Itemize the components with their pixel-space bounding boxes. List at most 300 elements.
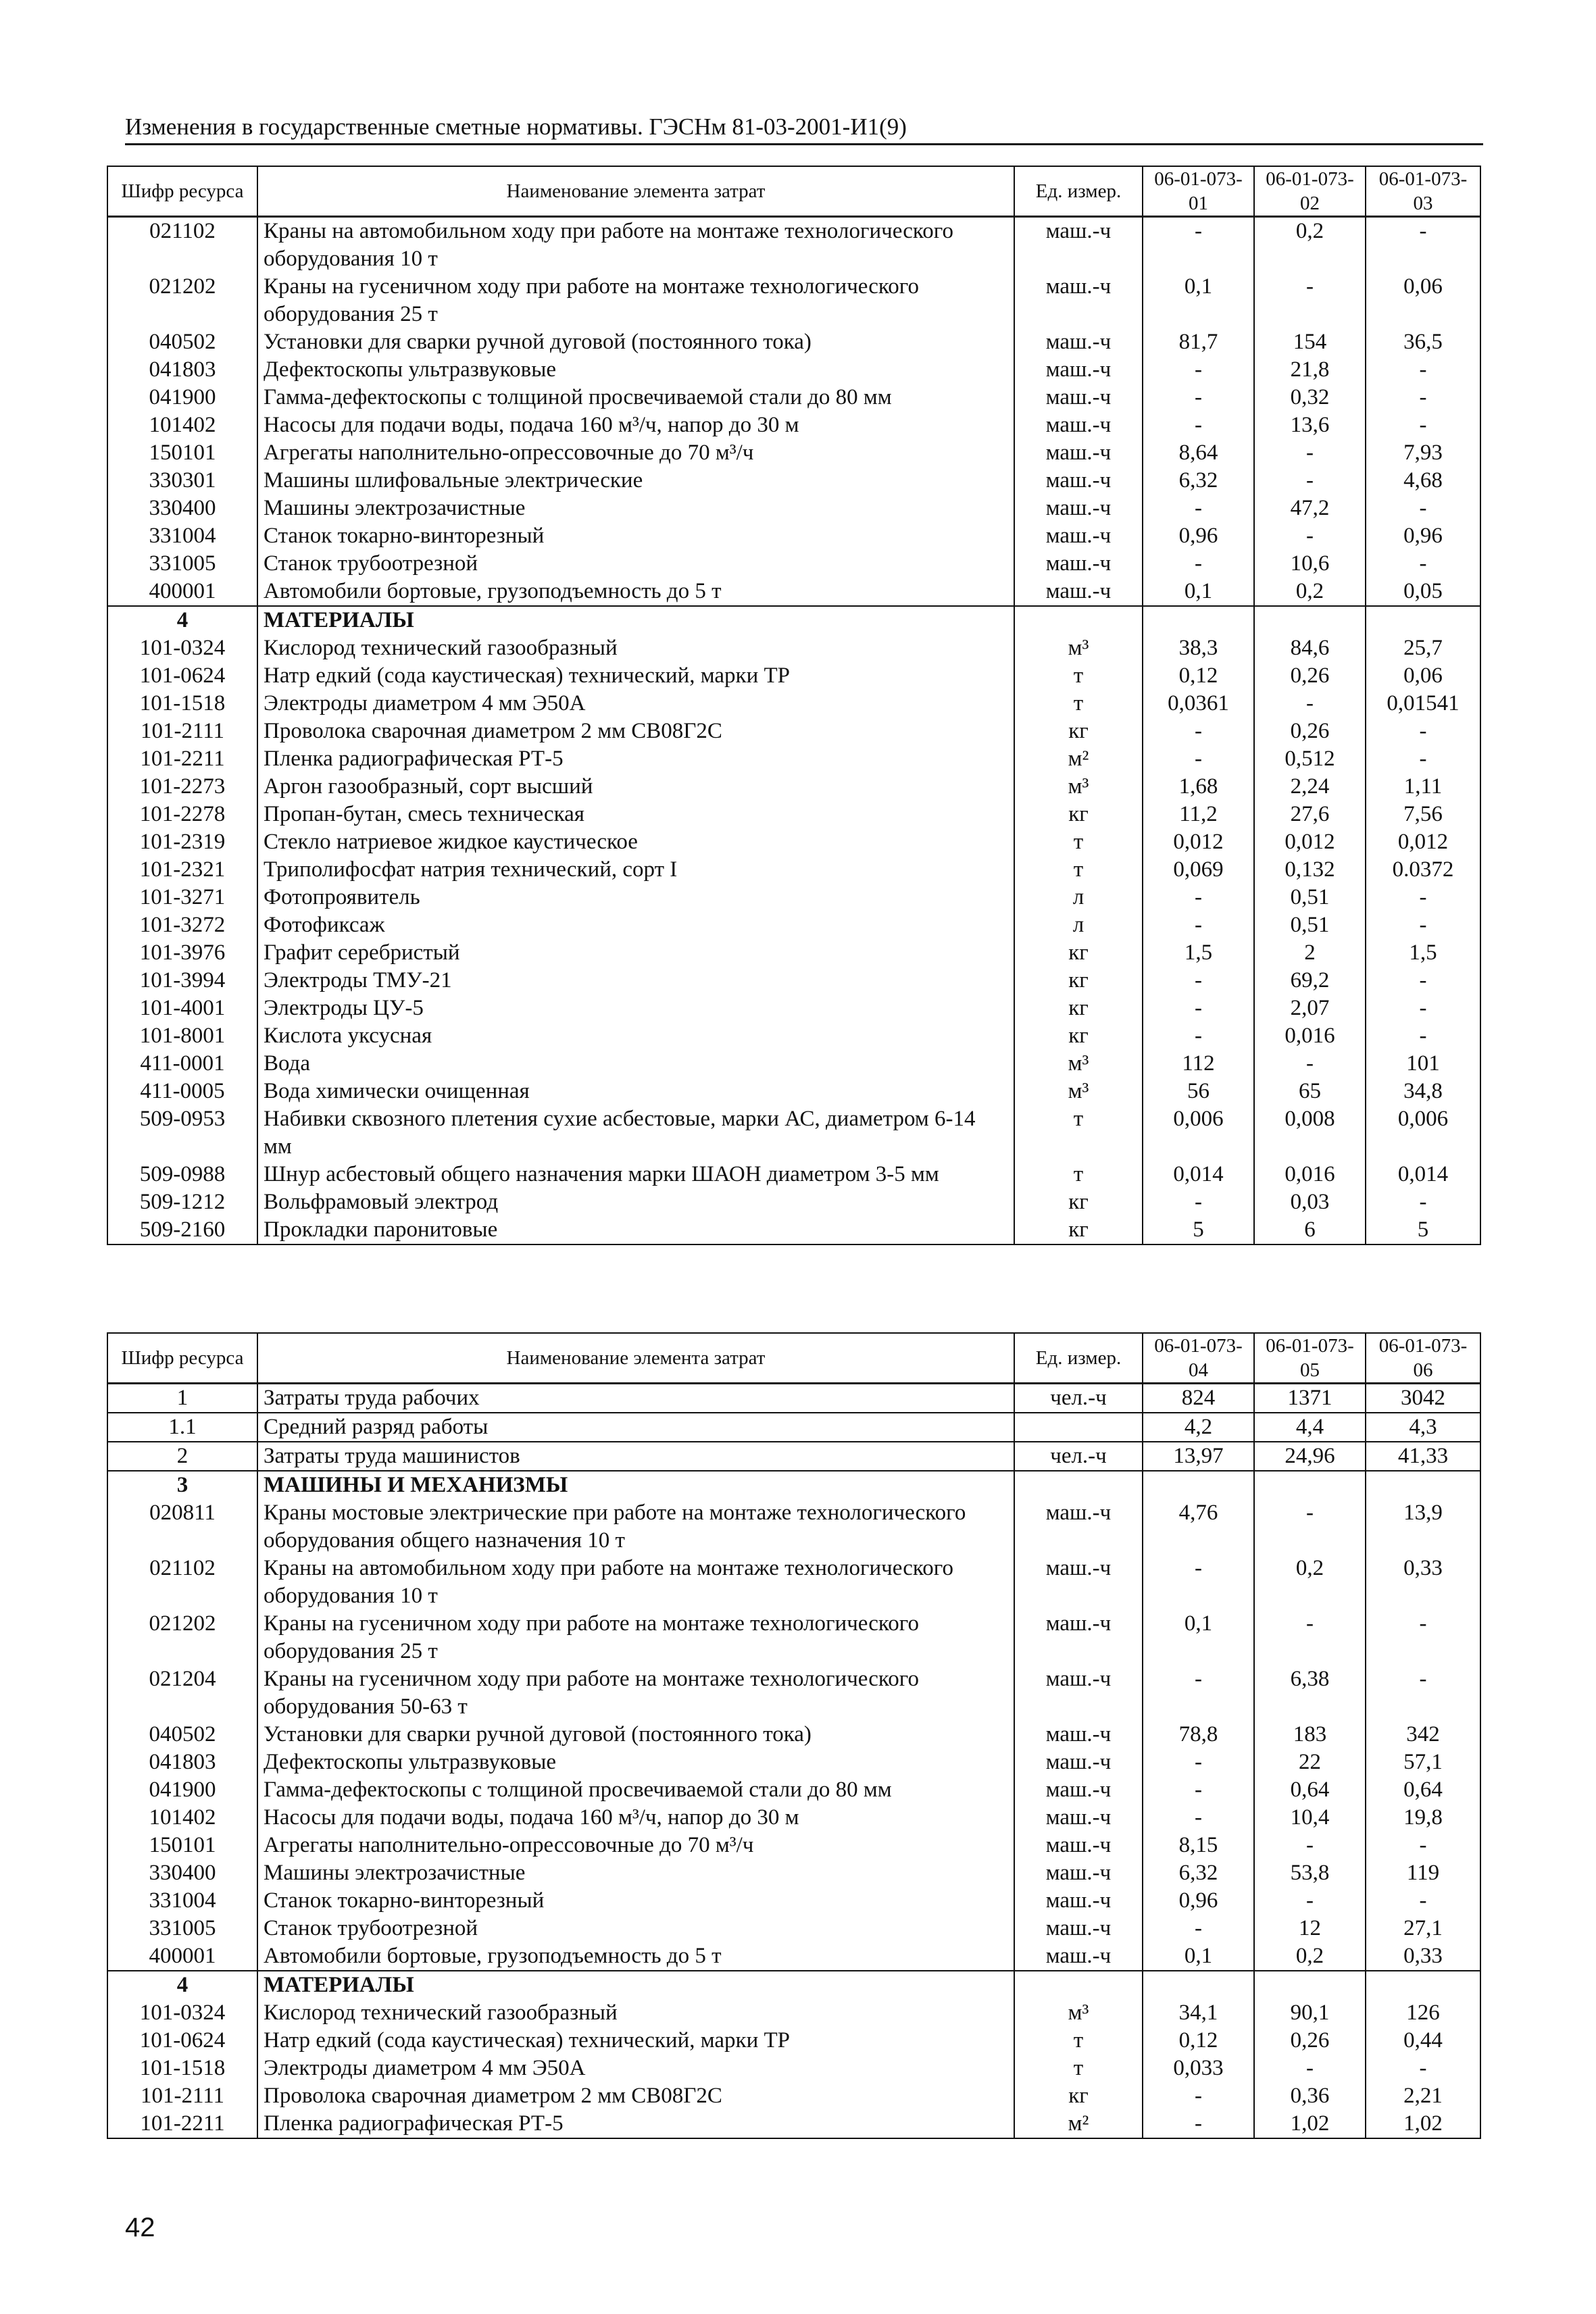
- table-row: [107, 1887, 1480, 1915]
- norm-value-cell: -: [1143, 718, 1254, 745]
- norm-value-cell: 5: [1143, 1216, 1254, 1244]
- resource-name-cell: Графит серебристый: [257, 939, 1014, 967]
- unit-cell: м³: [1014, 1078, 1143, 1105]
- norm-value-cell: 119: [1366, 1859, 1480, 1887]
- table-row: [107, 1078, 1480, 1105]
- table-row: [107, 967, 1480, 995]
- norm-value-cell: 2,21: [1366, 2082, 1480, 2110]
- norm-value-cell: 0,64: [1366, 1776, 1480, 1804]
- resource-code-cell: 101-2111: [107, 718, 257, 745]
- norm-value-cell: 4,4: [1254, 1413, 1366, 1442]
- table-row: [107, 1721, 1480, 1749]
- resource-name-cell: Машины шлифовальные электрические: [257, 467, 1014, 495]
- norm-value-cell: 0,51: [1254, 884, 1366, 911]
- norm-value-cell: 0,12: [1143, 2027, 1254, 2055]
- norm-value-cell: -: [1366, 1832, 1480, 1859]
- table-row: [107, 1216, 1480, 1244]
- unit-cell: кг: [1014, 967, 1143, 995]
- unit-cell: м²: [1014, 745, 1143, 773]
- unit-cell: м³: [1014, 773, 1143, 801]
- table-row: [107, 1971, 1480, 1999]
- table-row: [107, 773, 1480, 801]
- resource-name-cell: Затраты труда машинистов: [257, 1442, 1014, 1471]
- norm-value-cell: 0,01541: [1366, 690, 1480, 718]
- norm-value-cell: -: [1143, 2082, 1254, 2110]
- unit-cell: л: [1014, 884, 1143, 911]
- resource-code-cell: 041900: [107, 1776, 257, 1804]
- norm-value-cell: -: [1366, 1022, 1480, 1050]
- resource-name-cell: Триполифосфат натрия технический, сорт I: [257, 856, 1014, 884]
- norm-value-cell: 0,51: [1254, 911, 1366, 939]
- resource-code-cell: 4: [107, 1971, 257, 1999]
- norm-value-cell: 19,8: [1366, 1804, 1480, 1832]
- norm-value-cell: -: [1143, 1188, 1254, 1216]
- norm-value-cell: 0,2: [1254, 1555, 1366, 1610]
- unit-cell: маш.-ч: [1014, 273, 1143, 328]
- norm-value-cell: 25,7: [1366, 634, 1480, 662]
- norm-value-cell: 112: [1143, 1050, 1254, 1078]
- norm-value-cell: 8,15: [1143, 1832, 1254, 1859]
- unit-cell: кг: [1014, 1188, 1143, 1216]
- table-row: [107, 1999, 1480, 2027]
- norm-value-cell: 10,6: [1254, 550, 1366, 578]
- unit-cell: чел.-ч: [1014, 1384, 1143, 1413]
- resource-code-cell: 101-3272: [107, 911, 257, 939]
- table-row: [107, 1442, 1480, 1471]
- resource-name-cell: Машины электрозачистные: [257, 1859, 1014, 1887]
- resource-code-cell: 331004: [107, 522, 257, 550]
- resource-code-cell: 101-2278: [107, 801, 257, 828]
- table-row: [107, 328, 1480, 356]
- table-row: [107, 1859, 1480, 1887]
- norm-value-cell: 0,26: [1254, 718, 1366, 745]
- unit-cell: м³: [1014, 1999, 1143, 2027]
- table-row: [107, 1804, 1480, 1832]
- resource-name-cell: Электроды ТМУ-21: [257, 967, 1014, 995]
- norm-value-cell: 78,8: [1143, 1721, 1254, 1749]
- norm-value-cell: 126: [1366, 1999, 1480, 2027]
- norm-value-cell: 0,96: [1143, 522, 1254, 550]
- norm-value-cell: 0,64: [1254, 1776, 1366, 1804]
- norm-value-cell: 69,2: [1254, 967, 1366, 995]
- norm-value-cell: 0,06: [1366, 662, 1480, 690]
- resource-name-cell: Проволока сварочная диаметром 2 мм СВ08Г2С: [257, 2082, 1014, 2110]
- norm-value-cell: -: [1143, 384, 1254, 411]
- resource-name-cell: МАТЕРИАЛЫ: [257, 1971, 1014, 1999]
- resource-code-cell: 021204: [107, 1665, 257, 1721]
- table-row: [107, 1050, 1480, 1078]
- norm-value-cell: 1,02: [1366, 2110, 1480, 2138]
- norm-value-cell: 0,03: [1254, 1188, 1366, 1216]
- norm-value-cell: -: [1143, 1749, 1254, 1776]
- unit-cell: т: [1014, 1105, 1143, 1161]
- resource-name-cell: Краны на гусеничном ходу при работе на монтаже технологического оборудования 25 т: [257, 273, 1014, 328]
- norm-value-cell: 1,5: [1143, 939, 1254, 967]
- norm-value-cell: -: [1366, 995, 1480, 1022]
- unit-cell: маш.-ч: [1014, 1721, 1143, 1749]
- norm-value-cell: -: [1366, 1887, 1480, 1915]
- resource-name-cell: Станок токарно-винторезный: [257, 1887, 1014, 1915]
- norm-value-cell: 22: [1254, 1749, 1366, 1776]
- table-row: [107, 801, 1480, 828]
- table-row: [107, 1665, 1480, 1721]
- unit-cell: м²: [1014, 2110, 1143, 2138]
- resource-name-cell: Краны на автомобильном ходу при работе на монтаже технологического оборудования 10 т: [257, 1555, 1014, 1610]
- table-row: [107, 550, 1480, 578]
- norm-value-cell: -: [1254, 1832, 1366, 1859]
- unit-cell: [1014, 1471, 1143, 1499]
- norm-value-cell: -: [1254, 467, 1366, 495]
- resource-name-cell: Кислород технический газообразный: [257, 634, 1014, 662]
- norm-value-cell: -: [1366, 911, 1480, 939]
- norm-value-cell: 0,96: [1143, 1887, 1254, 1915]
- norm-value-cell: 0,012: [1366, 828, 1480, 856]
- norm-value-cell: 154: [1254, 328, 1366, 356]
- column-header-unit: Ед. измер.: [1014, 1333, 1143, 1384]
- norm-value-cell: 2: [1254, 939, 1366, 967]
- norm-value-cell: 65: [1254, 1078, 1366, 1105]
- norm-value-cell: 0,006: [1143, 1105, 1254, 1161]
- norm-value-cell: 27,1: [1366, 1915, 1480, 1942]
- norm-value-cell: 101: [1366, 1050, 1480, 1078]
- table-row: [107, 1749, 1480, 1776]
- unit-cell: м³: [1014, 634, 1143, 662]
- resource-code-cell: 101-0624: [107, 2027, 257, 2055]
- unit-cell: маш.-ч: [1014, 1859, 1143, 1887]
- column-header-norm-1: 06-01-073-01: [1143, 166, 1254, 217]
- norm-value-cell: 4,2: [1143, 1413, 1254, 1442]
- resource-name-cell: Дефектоскопы ультразвуковые: [257, 1749, 1014, 1776]
- resource-code-cell: 101-3994: [107, 967, 257, 995]
- unit-cell: т: [1014, 2055, 1143, 2082]
- norm-value-cell: [1254, 1471, 1366, 1499]
- norm-value-cell: 0,014: [1366, 1161, 1480, 1188]
- norm-value-cell: -: [1143, 495, 1254, 522]
- resource-code-cell: 400001: [107, 578, 257, 606]
- norm-value-cell: 4,3: [1366, 1413, 1480, 1442]
- norm-value-cell: -: [1143, 550, 1254, 578]
- resource-name-cell: Пленка радиографическая РТ-5: [257, 2110, 1014, 2138]
- norm-value-cell: 0,016: [1254, 1022, 1366, 1050]
- resource-code-cell: 4: [107, 606, 257, 634]
- norm-value-cell: [1143, 1471, 1254, 1499]
- norm-value-cell: 0,36: [1254, 2082, 1366, 2110]
- resource-code-cell: 101-2211: [107, 2110, 257, 2138]
- norm-value-cell: -: [1366, 884, 1480, 911]
- unit-cell: [1014, 1971, 1143, 1999]
- page-header: Изменения в государственные сметные нормативы. ГЭСНм 81-03-2001-И1(9): [125, 114, 1483, 145]
- norm-value-cell: 342: [1366, 1721, 1480, 1749]
- unit-cell: [1014, 606, 1143, 634]
- resource-code-cell: 041803: [107, 356, 257, 384]
- resource-name-cell: Натр едкий (сода каустическая) технический, марки ТР: [257, 2027, 1014, 2055]
- norm-value-cell: 0,512: [1254, 745, 1366, 773]
- resource-code-cell: 101402: [107, 1804, 257, 1832]
- resource-code-cell: 040502: [107, 328, 257, 356]
- norm-value-cell: -: [1143, 911, 1254, 939]
- table-row: [107, 522, 1480, 550]
- table-row: [107, 384, 1480, 411]
- norm-value-cell: 0,26: [1254, 2027, 1366, 2055]
- norm-value-cell: 34,1: [1143, 1999, 1254, 2027]
- resource-code-cell: 021202: [107, 273, 257, 328]
- norm-value-cell: 0,33: [1366, 1555, 1480, 1610]
- column-header-norm-5: 06-01-073-05: [1254, 1333, 1366, 1384]
- norm-value-cell: 4,76: [1143, 1499, 1254, 1555]
- norm-value-cell: 1,02: [1254, 2110, 1366, 2138]
- unit-cell: кг: [1014, 801, 1143, 828]
- norm-value-cell: -: [1366, 356, 1480, 384]
- resource-name-cell: Электроды диаметром 4 мм Э50А: [257, 690, 1014, 718]
- table-row: [107, 1915, 1480, 1942]
- norm-value-cell: 7,56: [1366, 801, 1480, 828]
- resource-code-cell: 1: [107, 1384, 257, 1413]
- norm-value-cell: -: [1143, 217, 1254, 274]
- resource-name-cell: Вода: [257, 1050, 1014, 1078]
- norm-value-cell: -: [1366, 217, 1480, 274]
- table-row: [107, 1610, 1480, 1665]
- norm-value-cell: 0,008: [1254, 1105, 1366, 1161]
- norm-value-cell: 38,3: [1143, 634, 1254, 662]
- table-row: [107, 273, 1480, 328]
- norm-value-cell: -: [1143, 1555, 1254, 1610]
- column-header-norm-4: 06-01-073-04: [1143, 1333, 1254, 1384]
- resource-name-cell: Стекло натриевое жидкое каустическое: [257, 828, 1014, 856]
- table-row: [107, 411, 1480, 439]
- norm-value-cell: 36,5: [1366, 328, 1480, 356]
- norm-value-cell: -: [1143, 745, 1254, 773]
- table-row: [107, 495, 1480, 522]
- unit-cell: т: [1014, 2027, 1143, 2055]
- norm-value-cell: 11,2: [1143, 801, 1254, 828]
- table-row: [107, 1555, 1480, 1610]
- norm-value-cell: -: [1366, 718, 1480, 745]
- unit-cell: кг: [1014, 995, 1143, 1022]
- unit-cell: маш.-ч: [1014, 1749, 1143, 1776]
- unit-cell: т: [1014, 690, 1143, 718]
- resource-name-cell: Краны мостовые электрические при работе на монтаже технологического оборудования общего назначения 10 т: [257, 1499, 1014, 1555]
- table-row: [107, 1384, 1480, 1413]
- norm-value-cell: -: [1143, 1915, 1254, 1942]
- resource-name-cell: МАТЕРИАЛЫ: [257, 606, 1014, 634]
- norm-value-cell: 10,4: [1254, 1804, 1366, 1832]
- resource-name-cell: Кислород технический газообразный: [257, 1999, 1014, 2027]
- unit-cell: маш.-ч: [1014, 356, 1143, 384]
- table-row: [107, 856, 1480, 884]
- table-row: [107, 356, 1480, 384]
- resource-name-cell: Станок трубоотрезной: [257, 1915, 1014, 1942]
- table-row: [107, 1413, 1480, 1442]
- resource-code-cell: 101-1518: [107, 690, 257, 718]
- resource-name-cell: Установки для сварки ручной дуговой (постоянного тока): [257, 328, 1014, 356]
- resource-name-cell: Пропан-бутан, смесь техническая: [257, 801, 1014, 828]
- resource-code-cell: 411-0001: [107, 1050, 257, 1078]
- norm-value-cell: [1366, 1971, 1480, 1999]
- resource-name-cell: Автомобили бортовые, грузоподъемность до 5 т: [257, 578, 1014, 606]
- resource-code-cell: 101-1518: [107, 2055, 257, 2082]
- resource-name-cell: Машины электрозачистные: [257, 495, 1014, 522]
- norm-value-cell: 1,5: [1366, 939, 1480, 967]
- column-header-code: Шифр ресурса: [107, 166, 257, 217]
- norm-value-cell: 6,38: [1254, 1665, 1366, 1721]
- column-header-name: Наименование элемента затрат: [257, 166, 1014, 217]
- resource-code-cell: 101-2273: [107, 773, 257, 801]
- table-row: [107, 1776, 1480, 1804]
- norm-value-cell: 824: [1143, 1384, 1254, 1413]
- norm-value-cell: -: [1143, 995, 1254, 1022]
- norm-value-cell: 0,1: [1143, 1942, 1254, 1971]
- unit-cell: маш.-ч: [1014, 1915, 1143, 1942]
- norm-value-cell: 2,07: [1254, 995, 1366, 1022]
- table-row: [107, 2027, 1480, 2055]
- table-row: [107, 467, 1480, 495]
- resource-name-cell: Краны на гусеничном ходу при работе на монтаже технологического оборудования 50-63 т: [257, 1665, 1014, 1721]
- table-header-row: [107, 166, 1480, 217]
- resource-name-cell: Фотопроявитель: [257, 884, 1014, 911]
- table-row: [107, 1161, 1480, 1188]
- resource-name-cell: Затраты труда рабочих: [257, 1384, 1014, 1413]
- table-row: [107, 690, 1480, 718]
- norm-value-cell: 6,32: [1143, 467, 1254, 495]
- norm-value-cell: -: [1143, 411, 1254, 439]
- norm-value-cell: 12: [1254, 1915, 1366, 1942]
- table-row: [107, 1499, 1480, 1555]
- norm-value-cell: 0.0372: [1366, 856, 1480, 884]
- table-row: [107, 578, 1480, 606]
- norm-value-cell: 27,6: [1254, 801, 1366, 828]
- norm-value-cell: 0,12: [1143, 662, 1254, 690]
- norm-value-cell: 47,2: [1254, 495, 1366, 522]
- norm-value-cell: -: [1143, 884, 1254, 911]
- resource-name-cell: Краны на автомобильном ходу при работе на монтаже технологического оборудования 10 т: [257, 217, 1014, 274]
- norm-value-cell: 41,33: [1366, 1442, 1480, 1471]
- norm-value-cell: 34,8: [1366, 1078, 1480, 1105]
- norm-value-cell: 1,68: [1143, 773, 1254, 801]
- table-body: [107, 217, 1480, 1245]
- resource-code-cell: 101-3271: [107, 884, 257, 911]
- norm-value-cell: -: [1254, 1499, 1366, 1555]
- unit-cell: маш.-ч: [1014, 1776, 1143, 1804]
- resource-name-cell: Агрегаты наполнительно-опрессовочные до 70 м³/ч: [257, 1832, 1014, 1859]
- norm-value-cell: 0,033: [1143, 2055, 1254, 2082]
- table-row: [107, 884, 1480, 911]
- column-header-code: Шифр ресурса: [107, 1333, 257, 1384]
- resource-code-cell: 331005: [107, 1915, 257, 1942]
- unit-cell: маш.-ч: [1014, 1887, 1143, 1915]
- norm-value-cell: -: [1366, 967, 1480, 995]
- table-row: [107, 662, 1480, 690]
- resource-name-cell: Гамма-дефектоскопы с толщиной просвечиваемой стали до 80 мм: [257, 1776, 1014, 1804]
- resource-name-cell: Автомобили бортовые, грузоподъемность до 5 т: [257, 1942, 1014, 1971]
- norm-value-cell: 0,012: [1143, 828, 1254, 856]
- column-header-norm-2: 06-01-073-02: [1254, 166, 1366, 217]
- norm-value-cell: [1254, 1971, 1366, 1999]
- norm-value-cell: 0,2: [1254, 1942, 1366, 1971]
- norm-value-cell: 0,32: [1254, 384, 1366, 411]
- unit-cell: маш.-ч: [1014, 1610, 1143, 1665]
- norm-value-cell: 0,014: [1143, 1161, 1254, 1188]
- unit-cell: кг: [1014, 2082, 1143, 2110]
- resource-name-cell: МАШИНЫ И МЕХАНИЗМЫ: [257, 1471, 1014, 1499]
- norm-value-cell: -: [1143, 1665, 1254, 1721]
- norm-value-cell: 13,97: [1143, 1442, 1254, 1471]
- norm-value-cell: 0,2: [1254, 217, 1366, 274]
- norm-value-cell: 0,012: [1254, 828, 1366, 856]
- resource-name-cell: Станок трубоотрезной: [257, 550, 1014, 578]
- norm-value-cell: -: [1366, 384, 1480, 411]
- norm-value-cell: -: [1254, 1610, 1366, 1665]
- norm-value-cell: -: [1143, 1804, 1254, 1832]
- resource-code-cell: 021102: [107, 1555, 257, 1610]
- norm-value-cell: 90,1: [1254, 1999, 1366, 2027]
- norm-value-cell: 0,0361: [1143, 690, 1254, 718]
- table-row: [107, 439, 1480, 467]
- resource-name-cell: Электроды диаметром 4 мм Э50А: [257, 2055, 1014, 2082]
- norm-value-cell: [1143, 606, 1254, 634]
- norm-value-cell: 2,24: [1254, 773, 1366, 801]
- norm-value-cell: 0,2: [1254, 578, 1366, 606]
- norm-value-cell: 4,68: [1366, 467, 1480, 495]
- unit-cell: т: [1014, 662, 1143, 690]
- resource-code-cell: 101-4001: [107, 995, 257, 1022]
- norm-value-cell: 81,7: [1143, 328, 1254, 356]
- table-row: [107, 995, 1480, 1022]
- resource-name-cell: Пленка радиографическая РТ-5: [257, 745, 1014, 773]
- resource-name-cell: Вольфрамовый электрод: [257, 1188, 1014, 1216]
- norm-value-cell: 0,016: [1254, 1161, 1366, 1188]
- resource-code-cell: 3: [107, 1471, 257, 1499]
- resource-name-cell: Краны на гусеничном ходу при работе на монтаже технологического оборудования 25 т: [257, 1610, 1014, 1665]
- table-body: [107, 1384, 1480, 2139]
- unit-cell: т: [1014, 1161, 1143, 1188]
- norm-value-cell: 0,44: [1366, 2027, 1480, 2055]
- resource-name-cell: Фотофиксаж: [257, 911, 1014, 939]
- table-row: [107, 939, 1480, 967]
- norm-value-cell: -: [1366, 1610, 1480, 1665]
- norm-value-cell: [1366, 1471, 1480, 1499]
- norm-value-cell: -: [1254, 273, 1366, 328]
- resource-name-cell: Натр едкий (сода каустическая) технический, марки ТР: [257, 662, 1014, 690]
- resource-name-cell: Набивки сквозного плетения сухие асбестовые, марки АС, диаметром 6-14 мм: [257, 1105, 1014, 1161]
- resource-code-cell: 101-8001: [107, 1022, 257, 1050]
- norm-value-cell: -: [1254, 1887, 1366, 1915]
- table-row: [107, 911, 1480, 939]
- unit-cell: маш.-ч: [1014, 522, 1143, 550]
- resource-name-cell: Насосы для подачи воды, подача 160 м³/ч, напор до 30 м: [257, 1804, 1014, 1832]
- table-row: [107, 828, 1480, 856]
- resource-name-cell: Установки для сварки ручной дуговой (постоянного тока): [257, 1721, 1014, 1749]
- table-row: [107, 217, 1480, 274]
- resource-name-cell: Гамма-дефектоскопы с толщиной просвечиваемой стали до 80 мм: [257, 384, 1014, 411]
- unit-cell: маш.-ч: [1014, 1665, 1143, 1721]
- table-row: [107, 1188, 1480, 1216]
- resource-code-cell: 411-0005: [107, 1078, 257, 1105]
- norm-value-cell: 21,8: [1254, 356, 1366, 384]
- norm-value-cell: 1371: [1254, 1384, 1366, 1413]
- norm-value-cell: -: [1366, 1665, 1480, 1721]
- resource-code-cell: 509-0953: [107, 1105, 257, 1161]
- unit-cell: маш.-ч: [1014, 550, 1143, 578]
- norm-value-cell: -: [1366, 745, 1480, 773]
- norm-value-cell: 24,96: [1254, 1442, 1366, 1471]
- resource-code-cell: 020811: [107, 1499, 257, 1555]
- unit-cell: кг: [1014, 1022, 1143, 1050]
- resource-code-cell: 101-2111: [107, 2082, 257, 2110]
- norm-value-cell: [1366, 606, 1480, 634]
- table-header-row: [107, 1333, 1480, 1384]
- norm-value-cell: 183: [1254, 1721, 1366, 1749]
- unit-cell: маш.-ч: [1014, 1942, 1143, 1971]
